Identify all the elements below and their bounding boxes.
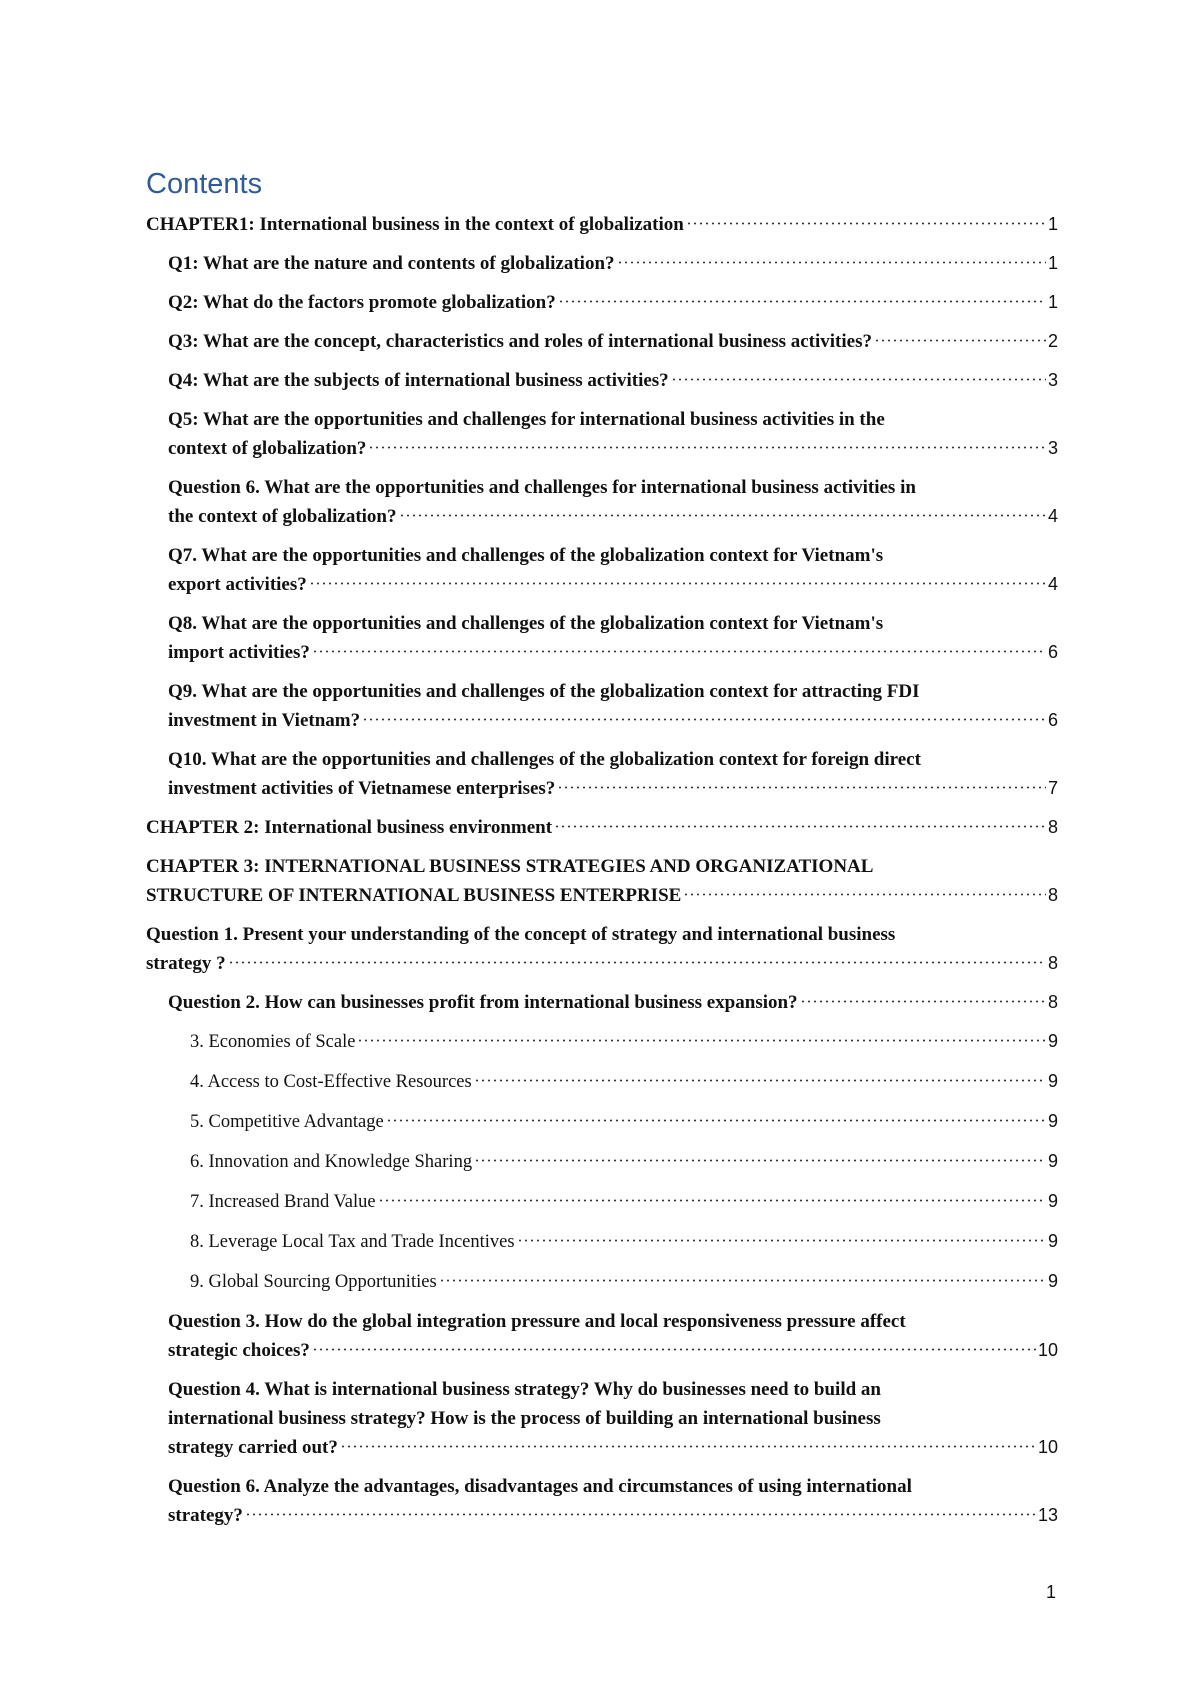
toc-page-number: 6 <box>1047 710 1058 730</box>
toc-entry[interactable] <box>146 920 1058 978</box>
toc-page-number: 8 <box>1047 992 1058 1012</box>
toc-entry[interactable] <box>168 1307 1058 1365</box>
toc-page-number: 3 <box>1047 438 1058 458</box>
toc-entry-line <box>168 706 1058 735</box>
toc-entry[interactable] <box>168 541 1058 599</box>
dot-leader <box>558 300 1046 303</box>
toc-entry-text: export activities? <box>168 574 307 595</box>
toc-entry-line <box>168 1307 1058 1336</box>
toc-entry-line <box>168 1472 1058 1501</box>
toc-entry-line <box>168 366 1058 395</box>
toc-entry[interactable] <box>168 288 1058 317</box>
toc-entry-text: context of globalization? <box>168 438 367 459</box>
toc-entry[interactable] <box>190 1067 1058 1097</box>
toc-entry[interactable] <box>168 745 1058 803</box>
toc-entry-text: Question 3. How do the global integration pressure and local responsiveness pressure affect <box>168 1311 906 1332</box>
dot-leader <box>312 1348 1036 1351</box>
toc-entry-text: STRUCTURE OF INTERNATIONAL BUSINESS ENTERPRISE <box>146 885 682 906</box>
toc-page-number: 6 <box>1047 642 1058 662</box>
toc-entry[interactable] <box>190 1107 1058 1137</box>
toc-entry-text: 9. Global Sourcing Opportunities <box>190 1272 437 1292</box>
dot-leader <box>368 446 1046 449</box>
toc-entry-text: 7. Increased Brand Value <box>190 1192 376 1212</box>
toc-entry-text: Q9. What are the opportunities and challenges of the globalization context for attracting FDI <box>168 681 920 702</box>
toc-entry-line <box>168 1433 1058 1462</box>
toc-entry-text: Q1: What are the nature and contents of globalization? <box>168 253 615 274</box>
toc-entry-text: Q4: What are the subjects of international business activities? <box>168 370 669 391</box>
toc-entry[interactable] <box>190 1267 1058 1297</box>
dot-leader <box>686 222 1046 225</box>
dot-leader <box>340 1445 1036 1448</box>
toc-page-number: 9 <box>1047 1031 1058 1051</box>
toc-page-number: 9 <box>1047 1071 1058 1091</box>
toc-entry-line <box>168 1404 1058 1433</box>
dot-leader <box>357 1039 1046 1042</box>
toc-entry-text: Q3: What are the concept, characteristics and roles of international business activities? <box>168 331 872 352</box>
toc-entry[interactable] <box>190 1227 1058 1257</box>
toc-entry[interactable] <box>190 1027 1058 1057</box>
toc-entry-text: import activities? <box>168 642 310 663</box>
toc-entry[interactable] <box>146 852 1058 910</box>
toc-entry-text: international business strategy? How is the process of building an international business <box>168 1408 881 1429</box>
toc-entry-line <box>190 1107 1058 1137</box>
toc-entry-text: Q7. What are the opportunities and challenges of the globalization context for Vietnam's <box>168 545 884 566</box>
toc-entry-text: CHAPTER1: International business in the context of globalization <box>146 214 684 235</box>
toc-entry-line <box>190 1187 1058 1217</box>
toc-page-number: 4 <box>1047 506 1058 526</box>
dot-leader <box>439 1279 1046 1282</box>
toc-entry-text: 5. Competitive Advantage <box>190 1112 384 1132</box>
dot-leader <box>386 1119 1046 1122</box>
dot-leader <box>683 893 1046 896</box>
toc-entry-line <box>168 541 1058 570</box>
dot-leader <box>517 1239 1046 1242</box>
dot-leader <box>554 825 1046 828</box>
toc-entry-line <box>168 609 1058 638</box>
toc-entry-text: strategy ? <box>146 953 226 974</box>
toc-entry-line <box>190 1267 1058 1297</box>
toc-entry-line <box>168 638 1058 667</box>
table-of-contents <box>146 210 1058 1540</box>
toc-entry[interactable] <box>146 210 1058 239</box>
toc-entry[interactable] <box>168 405 1058 463</box>
toc-entry-line <box>168 570 1058 599</box>
toc-entry-text: the context of globalization? <box>168 506 397 527</box>
toc-page-number: 13 <box>1037 1505 1058 1525</box>
toc-page-number: 1 <box>1047 292 1058 312</box>
toc-entry[interactable] <box>168 609 1058 667</box>
toc-entry-text: CHAPTER 2: International business environment <box>146 817 553 838</box>
toc-page-number: 9 <box>1047 1271 1058 1291</box>
dot-leader <box>362 718 1046 721</box>
toc-entry-line <box>168 405 1058 434</box>
toc-page-number: 2 <box>1047 331 1058 351</box>
toc-entry-line <box>168 1375 1058 1404</box>
toc-entry-text: investment activities of Vietnamese enterprises? <box>168 778 556 799</box>
dot-leader <box>228 961 1046 964</box>
toc-page-number: 9 <box>1047 1191 1058 1211</box>
toc-entry-line <box>168 327 1058 356</box>
toc-page-number: 7 <box>1047 778 1058 798</box>
toc-entry[interactable] <box>168 366 1058 395</box>
toc-entry-line <box>190 1227 1058 1257</box>
toc-entry-line <box>190 1067 1058 1097</box>
toc-entry[interactable] <box>146 813 1058 842</box>
toc-entry-line <box>168 745 1058 774</box>
toc-entry[interactable] <box>190 1187 1058 1217</box>
toc-entry-line <box>190 1027 1058 1057</box>
dot-leader <box>557 786 1046 789</box>
dot-leader <box>874 339 1046 342</box>
toc-entry[interactable] <box>168 473 1058 531</box>
toc-entry-text: 8. Leverage Local Tax and Trade Incentives <box>190 1232 515 1252</box>
toc-entry-text: investment in Vietnam? <box>168 710 361 731</box>
toc-entry-text: Question 1. Present your understanding of the concept of strategy and international business <box>146 924 896 945</box>
toc-entry[interactable] <box>168 327 1058 356</box>
dot-leader <box>474 1079 1046 1082</box>
toc-entry-line <box>146 881 1058 910</box>
toc-entry-line <box>168 677 1058 706</box>
toc-page-number: 9 <box>1047 1231 1058 1251</box>
toc-page-number: 4 <box>1047 574 1058 594</box>
toc-entry-line <box>168 988 1058 1017</box>
toc-entry-line <box>146 813 1058 842</box>
toc-entry-text: CHAPTER 3: INTERNATIONAL BUSINESS STRATEGIES AND ORGANIZATIONAL <box>146 856 874 877</box>
toc-entry-text: Q2: What do the factors promote globalization? <box>168 292 556 313</box>
toc-page-number: 1 <box>1047 253 1058 273</box>
toc-entry-line <box>168 473 1058 502</box>
toc-entry[interactable] <box>168 249 1058 278</box>
dot-leader <box>309 582 1046 585</box>
toc-entry-text: Question 4. What is international business strategy? Why do businesses need to build an <box>168 1379 882 1400</box>
toc-title: Contents <box>146 168 263 200</box>
toc-entry[interactable] <box>168 988 1058 1017</box>
toc-entry-line <box>146 852 1058 881</box>
toc-entry-text: Question 6. What are the opportunities and challenges for international business activities in <box>168 477 916 498</box>
toc-entry-text: Question 6. Analyze the advantages, disadvantages and circumstances of using international <box>168 1476 912 1497</box>
toc-entry-line <box>168 434 1058 463</box>
toc-entry-line <box>146 210 1058 239</box>
toc-entry[interactable] <box>168 1375 1058 1462</box>
toc-entry-text: 4. Access to Cost-Effective Resources <box>190 1072 472 1092</box>
toc-page-number: 3 <box>1047 370 1058 390</box>
dot-leader <box>378 1199 1046 1202</box>
dot-leader <box>245 1513 1036 1516</box>
toc-page-number: 10 <box>1037 1437 1058 1457</box>
toc-entry-text: Q10. What are the opportunities and challenges of the globalization context for foreign direct <box>168 749 921 770</box>
toc-entry-line <box>168 1501 1058 1530</box>
toc-entry-line <box>168 502 1058 531</box>
toc-page-number: 8 <box>1047 953 1058 973</box>
dot-leader <box>617 261 1046 264</box>
toc-page-number: 9 <box>1047 1151 1058 1171</box>
toc-entry-text: 6. Innovation and Knowledge Sharing <box>190 1152 473 1172</box>
toc-entry-text: Q5: What are the opportunities and challenges for international business activities in the <box>168 409 885 430</box>
toc-entry-line <box>168 774 1058 803</box>
toc-entry-line <box>146 920 1058 949</box>
dot-leader <box>312 650 1046 653</box>
toc-entry-line <box>190 1147 1058 1177</box>
dot-leader <box>671 378 1046 381</box>
toc-entry-text: Q8. What are the opportunities and challenges of the globalization context for Vietnam's <box>168 613 884 634</box>
toc-entry-text: Question 2. How can businesses profit from international business expansion? <box>168 992 798 1013</box>
toc-page-number: 1 <box>1047 214 1058 234</box>
toc-page-number: 8 <box>1047 817 1058 837</box>
toc-entry-text: strategic choices? <box>168 1340 310 1361</box>
page-number: 1 <box>1046 1582 1057 1602</box>
toc-entry-line <box>168 1336 1058 1365</box>
dot-leader <box>800 1000 1046 1003</box>
toc-entry-line <box>168 288 1058 317</box>
dot-leader <box>474 1159 1046 1162</box>
toc-entry[interactable] <box>168 1472 1058 1530</box>
toc-entry-text: 3. Economies of Scale <box>190 1032 356 1052</box>
toc-entry-text: strategy? <box>168 1505 243 1526</box>
toc-page-number: 8 <box>1047 885 1058 905</box>
toc-entry-line <box>146 949 1058 978</box>
toc-entry-text: strategy carried out? <box>168 1437 338 1458</box>
toc-page-number: 10 <box>1037 1340 1058 1360</box>
toc-entry[interactable] <box>168 677 1058 735</box>
toc-entry[interactable] <box>190 1147 1058 1177</box>
toc-entry-line <box>168 249 1058 278</box>
toc-page-number: 9 <box>1047 1111 1058 1131</box>
dot-leader <box>399 514 1046 517</box>
